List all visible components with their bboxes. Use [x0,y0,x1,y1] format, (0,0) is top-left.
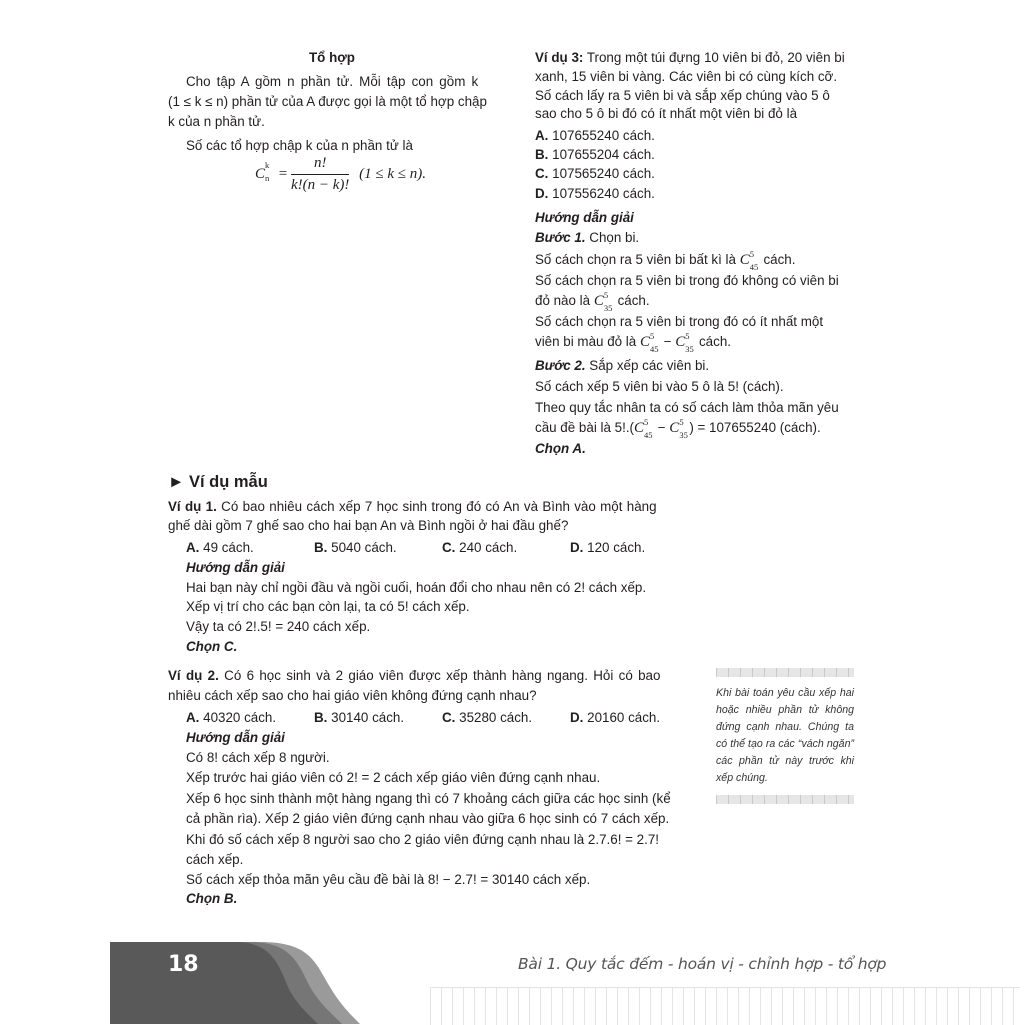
option-text: 107655204 cách. [548,147,655,162]
formula-lhs: C [255,166,266,182]
example-3-option-b [535,145,655,165]
option-key: D. [570,710,584,725]
definition-line-2: (1 ≤ k ≤ n) phần tử của A được gọi là một tổ hợp chập [168,94,487,109]
text: ) = 107655240 (cách). [689,420,821,435]
formula-numerator: n! [291,155,349,175]
option-key: C. [442,540,456,555]
option-text: 35280 cách. [455,710,533,725]
option-key: A. [535,128,549,143]
option-key: C. [535,166,549,181]
example-1-option-c [442,538,517,558]
example-3-s2-line-3 [535,418,821,438]
option-key: A. [186,540,200,555]
option-text: 5040 cách. [327,540,397,555]
example-2-solution-line-1: Có 8! cách xếp 8 người. [186,750,330,765]
example-1-solution-heading: Hướng dẫn giải [186,560,285,575]
c-sub: 35 [685,344,694,354]
example-3-s1-line-2: Số cách chọn ra 5 viên bi trong đó không có viên bi [535,273,839,288]
formula-fraction [291,155,349,194]
example-2-text: Có 6 học sinh và 2 giáo viên được xếp thành hàng ngang. Hỏi có bao [218,668,661,683]
example-3-s1-line-4: Số cách chọn ra 5 viên bi trong đó có ít nhất một [535,314,824,329]
example-3-s2-line-1: Số cách xếp 5 viên bi vào 5 ô là 5! (cách). [535,379,784,394]
definition-line-4: Số các tổ hợp chập k của n phần tử là [186,138,413,153]
example-2-solution-line-4: cả phần rìa). Xếp 2 giáo viên đứng cạnh nhau vào giữa 6 học sinh có 7 cách xếp. [186,811,670,826]
example-2-option-d [570,708,660,728]
chapter-title: Bài 1. Quy tắc đếm - hoán vị - chỉnh hợp - tổ hợp [518,955,887,973]
example-3-line-4: sao cho 5 ô bi đó có ít nhất một viên bi đỏ là [535,106,798,121]
example-1-solution-line-1: Hai bạn này chỉ ngồi đầu và ngồi cuối, hoán đổi cho nhau nên có 2! cách xếp. [186,580,647,595]
option-key: B. [314,710,328,725]
example-3-label: Ví dụ 3: [535,50,584,65]
c45-symbol [634,417,653,440]
c-base: C [593,293,604,309]
c35-symbol [675,331,694,354]
example-2-solution-line-7: Số cách xếp thỏa mãn yêu cầu đề bài là 8! − 2.7! = 30140 cách xếp. [186,872,591,887]
c45-symbol [639,331,659,354]
c35-symbol [669,417,688,440]
c-sup: 5 [685,331,690,341]
example-2-option-b [314,708,404,728]
option-text: 40320 cách. [199,710,277,725]
c-sub: 35 [679,430,688,440]
definition-title: Tổ hợp [309,50,355,65]
c-sup: 5 [679,417,684,427]
example-2-solution-line-3: Xếp 6 học sinh thành một hàng ngang thì có 7 khoảng cách giữa các học sinh (kể [186,791,671,806]
section-heading [168,472,268,492]
formula-sup: k [265,160,270,170]
option-text: 120 cách. [583,540,646,555]
example-1-label: Ví dụ 1. [168,499,217,514]
text: cầu đề bài là 5!.( [535,420,635,435]
minus-sign: − [659,334,676,349]
example-3-line-2: xanh, 15 viên bi vàng. Các viên bi có cùng kích cỡ. [535,69,838,84]
option-text: 49 cách. [199,540,254,555]
example-2-label: Ví dụ 2. [168,668,219,683]
example-3-option-a [535,126,655,146]
step-label: Bước 2. [535,358,586,373]
c-base: C [675,334,686,350]
text: cách. [759,252,796,267]
example-2-solution-line-6: cách xếp. [186,852,244,867]
step-label: Bước 1. [535,230,586,245]
example-2-option-c [442,708,532,728]
c45-symbol [739,249,759,272]
definition-line-3: k của n phần tử. [168,114,265,129]
combination-formula [255,155,426,194]
equals-sign: = [278,166,288,182]
c35-symbol [593,290,613,313]
text: cách. [695,334,731,349]
example-3-line-3: Số cách lấy ra 5 viên bi và sắp xếp chúng vào 5 ô [535,88,830,103]
option-text: 20160 cách. [583,710,661,725]
example-3-solution-heading: Hướng dẫn giải [535,210,634,225]
step-text: Chọn bi. [585,230,640,245]
example-2-line-2: nhiêu cách xếp sao cho hai giáo viên không đứng cạnh nhau? [168,688,537,703]
example-3-answer: Chọn A. [535,441,586,456]
c-base: C [634,420,645,436]
c-sup: 5 [649,331,655,341]
c-sub: 45 [644,430,653,440]
page-number: 18 [168,952,199,977]
example-3-text: Trong một túi đựng 10 viên bi đỏ, 20 viên bi [583,50,845,65]
example-1-text: Có bao nhiêu cách xếp 7 học sinh trong đó có An và Bình vào một hàng [216,499,657,514]
definition-line-1: Cho tập A gồm n phần tử. Mỗi tập con gồm k [186,74,479,89]
example-1-line-1 [168,497,657,517]
c-base: C [639,334,650,350]
option-text: 240 cách. [455,540,518,555]
option-key: B. [314,540,328,555]
example-1-answer: Chọn C. [186,639,238,654]
c-sup: 5 [644,417,649,427]
example-3-s1-line-1 [535,250,795,270]
example-1-option-a [186,538,254,558]
example-3-option-d [535,184,655,204]
example-2-solution-line-5: Khi đó số cách xếp 8 người sao cho 2 giáo viên đứng cạnh nhau là 2.7.6! = 2.7! [186,832,660,847]
triangle-marker-icon: ► [168,473,185,491]
c-sup: 5 [603,290,609,300]
option-key: C. [442,710,456,725]
formula-condition: (1 ≤ k ≤ n). [359,166,427,182]
example-3-s1-line-3 [535,291,650,311]
formula-denominator: k!(n − k)! [290,177,350,193]
example-3-s2-line-2: Theo quy tắc nhân ta có số cách làm thỏa mãn yêu [535,400,839,415]
note-top-border [716,668,854,677]
example-3-step-2 [535,356,709,376]
option-text: 107556240 cách. [548,186,655,201]
text: đỏ nào là [535,293,594,308]
option-text: 30140 cách. [327,710,405,725]
step-text: Sắp xếp các viên bi. [585,358,710,373]
option-key: A. [186,710,200,725]
example-3-step-1 [535,228,639,248]
c-sub: 45 [749,262,759,272]
example-1-option-d [570,538,645,558]
option-text: 107655240 cách. [548,128,655,143]
c-sub: 35 [603,303,613,313]
example-1-line-2: ghế dài gồm 7 ghế sao cho hai bạn An và Bình ngồi ở hai đầu ghế? [168,518,569,533]
minus-sign: − [654,420,670,435]
footer-wave-decoration [110,942,370,1024]
option-key: B. [535,147,549,162]
example-3-line-1 [535,48,845,68]
c-base: C [739,252,750,268]
example-2-option-a [186,708,276,728]
example-2-line-1 [168,666,660,686]
side-note [716,668,854,804]
example-2-solution-heading: Hướng dẫn giải [186,730,285,745]
example-2-solution-line-2: Xếp trước hai giáo viên có 2! = 2 cách xếp giáo viên đứng cạnh nhau. [186,770,601,785]
example-3-s1-line-5 [535,332,731,352]
example-1-solution-line-3: Vậy ta có 2!.5! = 240 cách xếp. [186,619,371,634]
footer-ruler-decoration [430,987,1020,1025]
option-key: D. [535,186,549,201]
option-text: 107565240 cách. [548,166,655,181]
c-sub: 45 [649,344,659,354]
text: Số cách chọn ra 5 viên bi bất kì là [535,252,740,267]
c-sup: 5 [749,249,754,259]
example-3-option-c [535,164,655,184]
option-key: D. [570,540,584,555]
page-footer [110,942,930,1024]
text: cách. [613,293,650,308]
section-title: Ví dụ mẫu [188,473,268,491]
example-1-option-b [314,538,397,558]
note-bottom-border [716,795,854,804]
c-base: C [669,420,680,436]
side-note-text: Khi bài toán yêu cầu xếp hai hoặc nhiều phần tử không đứng cạnh nhau. Chúng ta có thể tạo ra các “vách ngăn” các phần tử này trước khi xếp chúng. [716,687,854,784]
text: viên bi màu đỏ là [535,334,640,349]
example-2-answer: Chọn B. [186,891,238,906]
example-1-solution-line-2: Xếp vị trí cho các bạn còn lại, ta có 5! cách xếp. [186,599,470,614]
formula-sub: n [265,173,270,183]
